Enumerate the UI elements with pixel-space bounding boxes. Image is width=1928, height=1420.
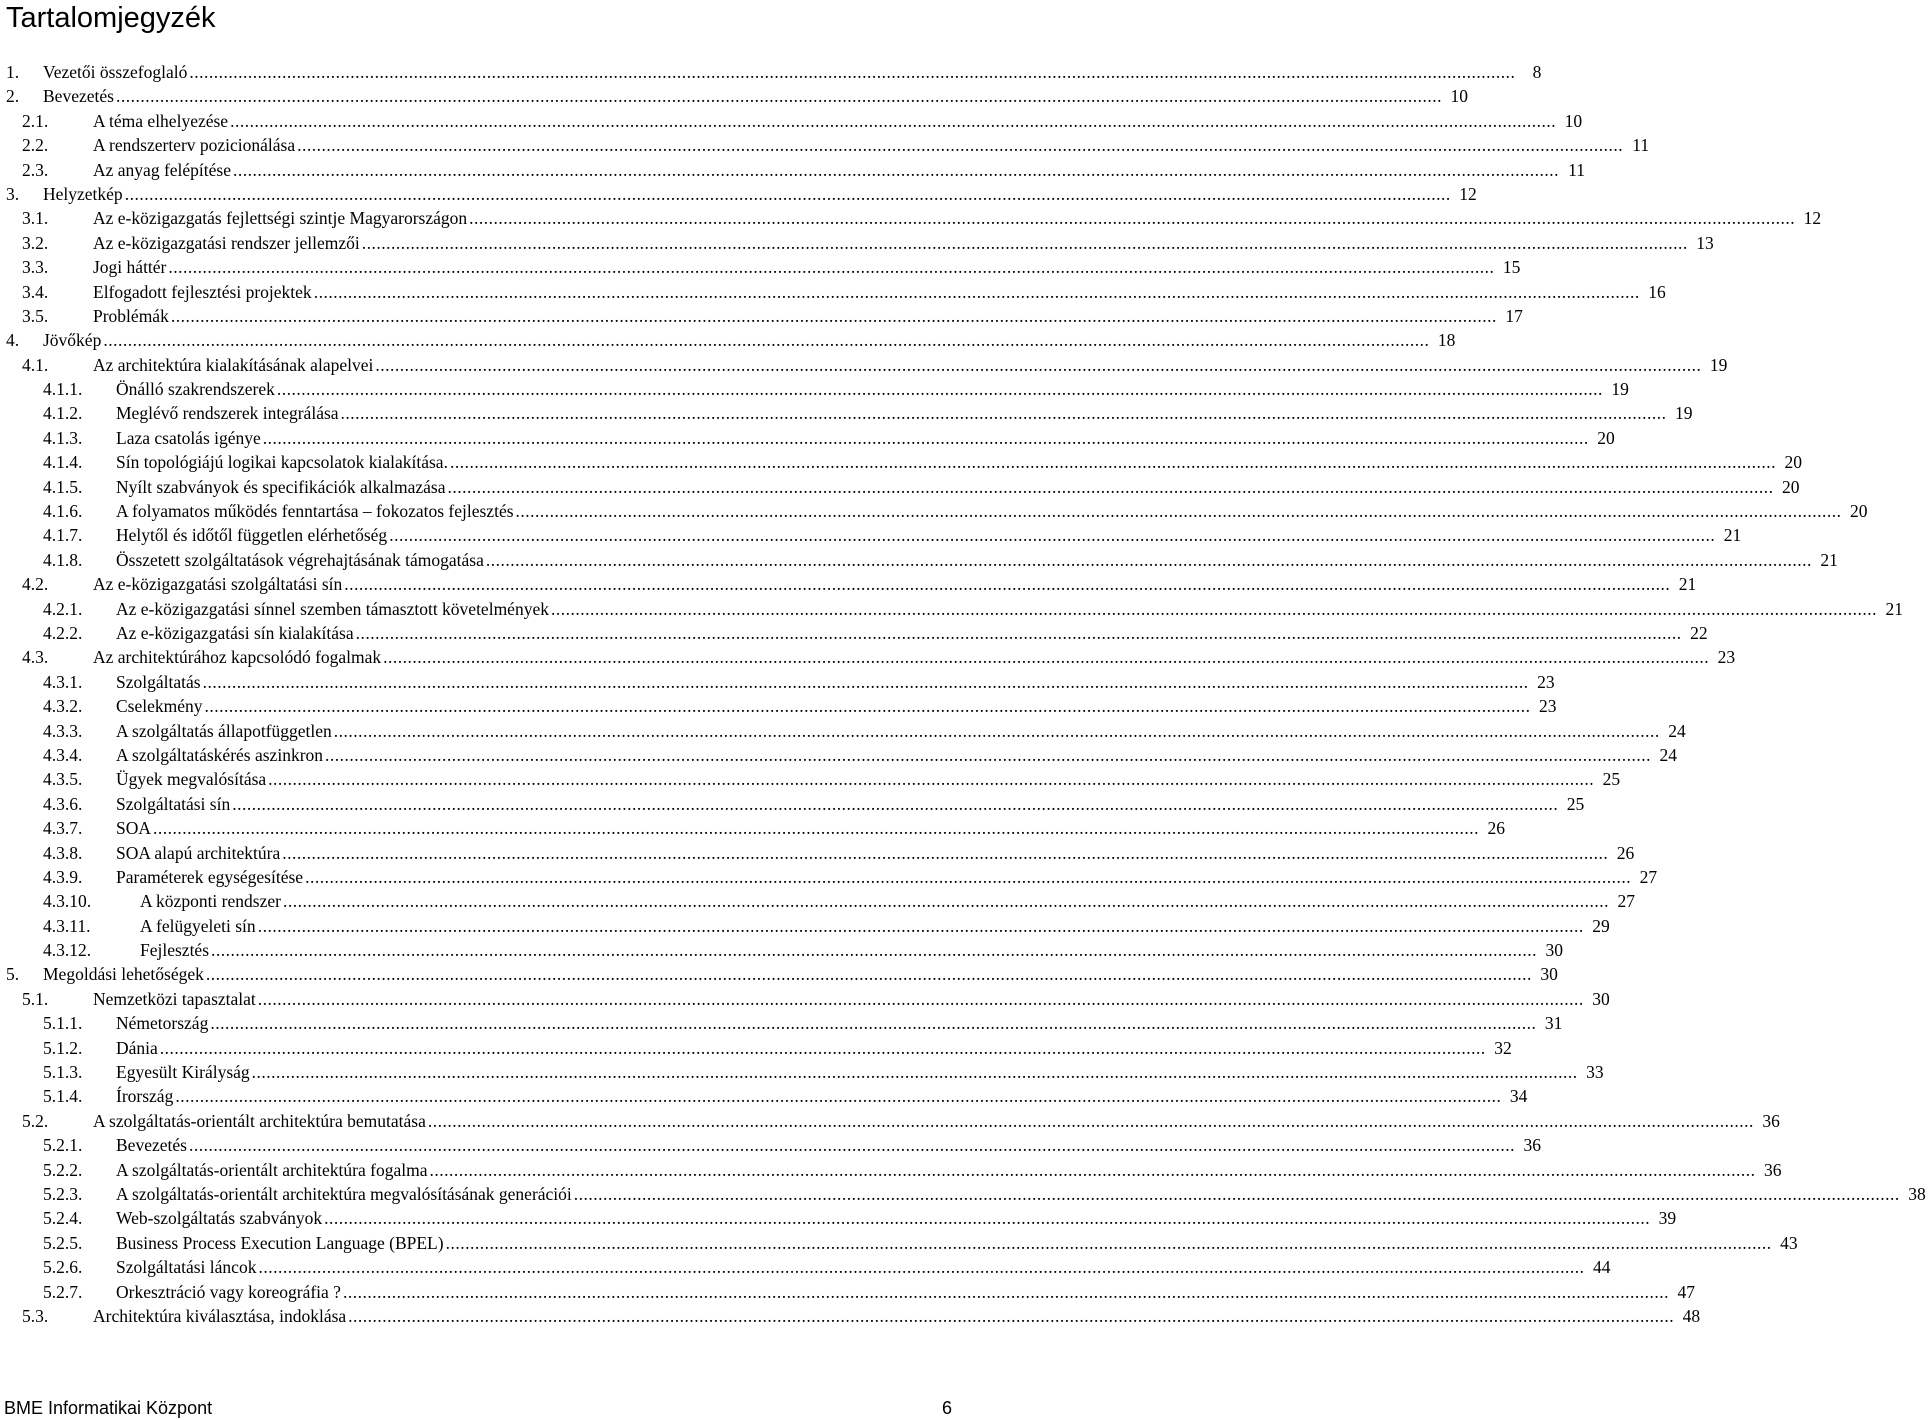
toc-entry[interactable] (0, 1109, 1780, 1133)
toc-entry[interactable] (0, 401, 1693, 425)
toc-dot-leader (116, 84, 1442, 108)
toc-dot-leader (324, 1206, 1650, 1230)
toc-entry-number: 4.3.4. (43, 744, 83, 765)
toc-entry-number: 4.3.8. (43, 842, 83, 863)
toc-entry-number: 4.2.2. (43, 622, 83, 643)
toc-entry-number: 5. (6, 964, 20, 985)
toc-dot-leader (125, 182, 1451, 206)
toc-entry-number: 3.3. (22, 257, 49, 278)
toc-dot-leader (447, 475, 1773, 499)
toc-entry-page: 27 (1639, 866, 1658, 887)
toc-entry[interactable] (0, 1206, 1677, 1230)
toc-entry-page: 25 (1602, 769, 1621, 790)
toc-dot-leader (168, 255, 1494, 279)
toc-entry-title: Helytől és időtől független elérhetőség (116, 525, 388, 546)
toc-entry[interactable] (0, 767, 1621, 791)
toc-dot-leader (325, 743, 1651, 767)
toc-entry-page: 30 (1545, 940, 1564, 961)
toc-entry-title: Az architektúrához kapcsolódó fogalmak (93, 647, 382, 668)
toc-dot-leader (343, 1280, 1669, 1304)
toc-entry-title: Önálló szakrendszerek (116, 379, 275, 400)
toc-entry-page: 16 (1648, 281, 1666, 302)
toc-entry-number: 5.1.1. (43, 1013, 83, 1034)
toc-entry-page: 22 (1690, 622, 1708, 643)
toc-entry-title: Web-szolgáltatás szabványok (116, 1208, 323, 1229)
toc-entry[interactable] (0, 1036, 1512, 1060)
toc-entry-number: 2.3. (22, 159, 49, 180)
toc-dot-leader (383, 645, 1709, 669)
toc-entry-title: Megoldási lehetőségek (43, 964, 204, 985)
toc-entry-title: Cselekmény (116, 696, 203, 717)
toc-entry[interactable] (0, 1060, 1604, 1084)
toc-entry-number: 4.3.3. (43, 720, 83, 741)
footer-organization: BME Informatikai Központ (4, 1398, 213, 1418)
toc-entry-title: Nyílt szabványok és specifikációk alkalmazása (116, 476, 446, 497)
toc-dot-leader (206, 962, 1532, 986)
table-of-contents (0, 60, 1926, 1328)
toc-entry-number: 4.3.2. (43, 696, 83, 717)
toc-entry-page: 20 (1850, 501, 1868, 522)
toc-entry-title: Elfogadott fejlesztési projektek (93, 281, 312, 302)
toc-entry-title: Egyesült Királyság (116, 1062, 250, 1083)
page-title: Tartalomjegyzék (6, 2, 216, 34)
toc-entry-page: 31 (1544, 1013, 1563, 1034)
toc-entry-title: A felügyeleti sín (140, 915, 256, 936)
toc-entry-number: 5.2.7. (43, 1281, 83, 1302)
toc-entry-title: Meglévő rendszerek integrálása (116, 403, 339, 424)
toc-entry-title: Bevezetés (116, 1135, 187, 1156)
toc-entry-number: 4.1.5. (43, 476, 83, 497)
toc-entry-page: 24 (1659, 744, 1678, 765)
toc-entry-title: Szolgáltatási láncok (116, 1257, 257, 1278)
toc-entry-title: Orkesztráció vagy koreográfia ? (116, 1281, 341, 1302)
toc-entry[interactable] (0, 719, 1686, 743)
toc-entry-number: 5.2. (22, 1110, 49, 1131)
toc-dot-leader (450, 450, 1776, 474)
toc-entry-number: 4.1.4. (43, 452, 83, 473)
toc-entry[interactable] (0, 499, 1868, 523)
toc-entry[interactable] (0, 158, 1585, 182)
toc-entry[interactable] (0, 84, 1468, 108)
toc-entry-page: 29 (1592, 915, 1610, 936)
toc-entry-title: Helyzetkép (43, 183, 123, 204)
toc-dot-leader (258, 987, 1584, 1011)
toc-entry[interactable] (0, 475, 1800, 499)
toc-entry-page: 26 (1616, 842, 1635, 863)
toc-entry-title: SOA alapú architektúra (116, 842, 281, 863)
toc-entry-number: 5.2.3. (43, 1183, 83, 1204)
toc-entry-page: 43 (1780, 1232, 1798, 1253)
toc-entry-number: 4.1.2. (43, 403, 83, 424)
toc-dot-leader (233, 158, 1559, 182)
toc-entry-title: A központi rendszer (140, 891, 281, 912)
toc-entry-page: 26 (1487, 818, 1506, 839)
toc-entry-page: 25 (1566, 793, 1585, 814)
toc-entry-number: 4.3.5. (43, 769, 83, 790)
toc-entry[interactable] (0, 1084, 1528, 1108)
toc-entry[interactable] (0, 328, 1456, 352)
toc-entry-number: 5.1.2. (43, 1037, 83, 1058)
toc-entry-title: Az e-közigazgatási sín kialakítása (116, 622, 354, 643)
toc-dot-leader (282, 841, 1608, 865)
toc-entry-number: 5.2.4. (43, 1208, 83, 1229)
toc-entry[interactable] (0, 426, 1615, 450)
toc-entry-number: 5.2.6. (43, 1257, 83, 1278)
toc-entry-number: 5.3. (22, 1305, 49, 1326)
toc-entry-title: Az architektúra kialakításának alapelvei (93, 354, 374, 375)
toc-dot-leader (189, 1133, 1515, 1157)
toc-entry-title: Az anyag felépítése (93, 159, 231, 180)
toc-entry[interactable] (0, 231, 1714, 255)
toc-entry[interactable] (0, 645, 1736, 669)
toc-entry-page: 47 (1677, 1281, 1695, 1302)
toc-entry-number: 4.2.1. (43, 598, 83, 619)
page-footer (4, 1396, 952, 1420)
toc-entry-title: Paraméterek egységesítése (116, 866, 304, 887)
toc-entry-page: 20 (1784, 452, 1802, 473)
toc-entry-title: Összetett szolgáltatások végrehajtásának támogatása (116, 549, 484, 570)
toc-entry-page: 23 (1717, 647, 1736, 668)
toc-entry-number: 4.1.8. (43, 549, 83, 570)
toc-entry-title: Fejlesztés (140, 940, 210, 961)
toc-entry[interactable] (0, 841, 1635, 865)
toc-entry-page: 19 (1611, 379, 1629, 400)
toc-entry-number: 4.1.6. (43, 501, 83, 522)
toc-entry-number: 3.2. (22, 232, 49, 253)
toc-entry-page: 36 (1523, 1135, 1541, 1156)
toc-entry[interactable] (0, 280, 1666, 304)
toc-entry-page: 10 (1564, 110, 1583, 131)
toc-entry-page: 23 (1539, 696, 1557, 717)
toc-entry-title: A szolgáltatás-orientált architektúra megvalósításának generációi (116, 1183, 572, 1204)
toc-entry-number: 4.3.7. (43, 818, 83, 839)
toc-dot-leader (486, 548, 1812, 572)
toc-entry-page: 36 (1762, 1110, 1780, 1131)
toc-dot-leader (574, 1182, 1900, 1206)
toc-dot-leader (211, 938, 1537, 962)
toc-entry[interactable] (0, 865, 1658, 889)
toc-entry-number: 4.3.11. (43, 915, 91, 936)
toc-entry-page: 38 (1908, 1183, 1926, 1204)
toc-entry-page: 21 (1885, 598, 1903, 619)
toc-entry-title: A szolgáltatáskérés aszinkron (116, 744, 324, 765)
toc-entry-page: 48 (1682, 1305, 1701, 1326)
toc-dot-leader (334, 719, 1660, 743)
toc-entry[interactable] (0, 1280, 1695, 1304)
toc-entry-page: 10 (1450, 86, 1468, 107)
toc-dot-leader (428, 1109, 1754, 1133)
toc-entry[interactable] (0, 1182, 1926, 1206)
toc-entry[interactable] (0, 1304, 1701, 1328)
toc-dot-leader (258, 914, 1584, 938)
toc-entry-number: 5.1.3. (43, 1062, 83, 1083)
toc-entry-title: Az e-közigazgatási szolgáltatási sín (93, 574, 343, 595)
toc-entry-number: 3.1. (22, 208, 49, 229)
toc-entry-page: 33 (1586, 1062, 1604, 1083)
toc-entry[interactable] (0, 962, 1558, 986)
toc-dot-leader (362, 231, 1688, 255)
toc-entry-page: 21 (1723, 525, 1742, 546)
toc-entry-title: A szolgáltatás állapotfüggetlen (116, 720, 332, 741)
toc-entry-title: Problémák (93, 305, 169, 326)
toc-entry-title: Írország (116, 1086, 174, 1107)
toc-entry-title: A szolgáltatás-orientált architektúra fogalma (116, 1159, 428, 1180)
toc-entry[interactable] (0, 621, 1708, 645)
toc-entry-title: A szolgáltatás-orientált architektúra bemutatása (93, 1110, 426, 1131)
toc-dot-leader (171, 304, 1497, 328)
toc-entry-page: 21 (1678, 574, 1697, 595)
toc-entry-title: Jogi háttér (93, 257, 167, 278)
toc-entry-number: 3.5. (22, 305, 49, 326)
toc-entry[interactable] (0, 450, 1802, 474)
toc-dot-leader (252, 1060, 1578, 1084)
toc-entry-number: 4.1. (22, 354, 49, 375)
toc-entry-number: 4.1.1. (43, 379, 83, 400)
toc-entry[interactable] (0, 353, 1728, 377)
toc-dot-leader (268, 767, 1594, 791)
toc-dot-leader (230, 109, 1556, 133)
toc-entry-number: 2. (6, 86, 20, 107)
toc-dot-leader (551, 597, 1877, 621)
toc-entry[interactable] (0, 1231, 1798, 1255)
toc-entry-page: 30 (1592, 988, 1610, 1009)
toc-entry-number: 4. (6, 330, 20, 351)
toc-entry-page: 15 (1502, 257, 1521, 278)
toc-entry-number: 5.1.4. (43, 1086, 83, 1107)
toc-entry-page: 19 (1675, 403, 1693, 424)
toc-entry[interactable] (0, 1158, 1782, 1182)
toc-entry-page: 21 (1820, 549, 1838, 570)
toc-entry-page: 30 (1540, 964, 1558, 985)
toc-entry-number: 4.3.1. (43, 671, 83, 692)
toc-entry-number: 2.2. (22, 135, 49, 156)
toc-entry-number: 5.2.2. (43, 1159, 83, 1180)
toc-dot-leader (277, 377, 1603, 401)
toc-entry[interactable] (0, 377, 1629, 401)
toc-entry[interactable] (0, 548, 1838, 572)
toc-entry-title: Az e-közigazgatás fejlettségi szintje Magyarországon (93, 208, 468, 229)
toc-entry-title: Ügyek megvalósítása (116, 769, 267, 790)
toc-dot-leader (153, 816, 1479, 840)
toc-dot-leader (175, 1084, 1501, 1108)
toc-entry-title: Az e-közigazgatási rendszer jellemzői (93, 232, 360, 253)
toc-entry-page: 24 (1668, 720, 1686, 741)
toc-entry-number: 4.1.7. (43, 525, 83, 546)
toc-entry[interactable] (0, 694, 1557, 718)
toc-dot-leader (258, 1255, 1584, 1279)
toc-entry-page: 23 (1537, 671, 1555, 692)
toc-entry-title: Szolgáltatási sín (116, 793, 231, 814)
toc-entry[interactable] (0, 792, 1585, 816)
toc-entry[interactable] (0, 206, 1822, 230)
toc-entry-page: 19 (1709, 354, 1728, 375)
toc-dot-leader (203, 670, 1529, 694)
toc-entry-page: 18 (1437, 330, 1456, 351)
toc-entry[interactable] (0, 938, 1564, 962)
toc-entry-number: 2.1. (22, 110, 49, 131)
toc-entry-number: 4.3.6. (43, 793, 83, 814)
toc-entry-page: 20 (1597, 427, 1615, 448)
toc-entry[interactable] (0, 743, 1678, 767)
toc-dot-leader (283, 889, 1609, 913)
toc-entry-title: Vezetői összefoglaló (43, 62, 188, 82)
toc-entry-title: A rendszerterv pozicionálása (93, 135, 296, 156)
toc-entry-title: Architektúra kiválasztása, indoklása (93, 1305, 347, 1326)
toc-dot-leader (205, 694, 1531, 718)
toc-entry[interactable] (0, 670, 1555, 694)
toc-entry-title: Laza csatolás igénye (116, 427, 261, 448)
toc-entry-title: A folyamatos működés fenntartása – fokozatos fejlesztés (116, 501, 514, 522)
toc-entry-number: 5.2.1. (43, 1135, 83, 1156)
toc-dot-leader (516, 499, 1842, 523)
toc-entry[interactable] (0, 1011, 1563, 1035)
toc-entry-page: 36 (1763, 1159, 1782, 1180)
toc-entry[interactable] (0, 109, 1583, 133)
toc-entry-page: 20 (1781, 476, 1800, 497)
toc-entry[interactable] (0, 1133, 1541, 1157)
toc-dot-leader (210, 1011, 1536, 1035)
toc-entry-number: 4.3.10. (43, 891, 92, 912)
toc-dot-leader (232, 792, 1558, 816)
toc-entry-page: 44 (1592, 1257, 1611, 1278)
toc-entry-number: 5.1. (22, 988, 49, 1009)
toc-entry[interactable] (0, 523, 1742, 547)
toc-entry-page: 8 (1532, 62, 1542, 82)
toc-entry[interactable] (0, 304, 1523, 328)
toc-entry-page: 17 (1505, 305, 1523, 326)
toc-dot-leader (375, 353, 1701, 377)
toc-dot-leader (469, 206, 1795, 230)
toc-entry[interactable] (0, 182, 1477, 206)
toc-dot-leader (314, 280, 1640, 304)
toc-entry-title: Az e-közigazgatási sínnel szemben támasztott követelmények (116, 598, 549, 619)
toc-entry-number: 4.3.9. (43, 866, 83, 887)
toc-entry-title: A téma elhelyezése (93, 110, 229, 131)
toc-dot-leader (356, 621, 1682, 645)
toc-entry-title: Németország (116, 1013, 209, 1034)
toc-entry-page: 39 (1658, 1208, 1677, 1229)
toc-entry-title: Szolgáltatás (116, 671, 201, 692)
toc-entry-number: 1. (6, 62, 20, 82)
footer-page-number: 6 (941, 1398, 952, 1418)
toc-entry-number: 3. (6, 183, 20, 204)
toc-dot-leader (446, 1231, 1772, 1255)
toc-dot-leader (341, 401, 1667, 425)
toc-entry-page: 11 (1632, 135, 1650, 156)
toc-entry[interactable] (0, 255, 1521, 279)
toc-entry-page: 12 (1459, 183, 1477, 204)
toc-entry-number: 4.3.12. (43, 940, 92, 961)
toc-entry-title: Sín topológiájú logikai kapcsolatok kialakítása. (116, 452, 448, 473)
toc-entry-title: SOA (116, 818, 152, 839)
toc-entry-number: 4.1.3. (43, 427, 83, 448)
toc-dot-leader (263, 426, 1589, 450)
toc-dot-leader (389, 523, 1715, 547)
toc-entry-number: 4.3. (22, 647, 49, 668)
toc-dot-leader (103, 328, 1429, 352)
toc-entry-number: 5.2.5. (43, 1232, 83, 1253)
toc-entry[interactable] (0, 816, 1506, 840)
toc-entry[interactable] (0, 889, 1635, 913)
toc-dot-leader (160, 1036, 1486, 1060)
toc-dot-leader (429, 1158, 1755, 1182)
toc-entry[interactable] (0, 572, 1697, 596)
toc-entry-page: 13 (1696, 232, 1714, 253)
toc-entry-title: Nemzetközi tapasztalat (93, 988, 256, 1009)
toc-entry[interactable] (0, 60, 1542, 84)
toc-entry-page: 27 (1617, 891, 1635, 912)
toc-entry[interactable] (0, 597, 1903, 621)
toc-entry-number: 3.4. (22, 281, 49, 302)
toc-entry-title: Business Process Execution Language (BPEL) (116, 1232, 444, 1253)
toc-entry-page: 12 (1803, 208, 1822, 229)
toc-dot-leader (344, 572, 1670, 596)
toc-entry[interactable] (0, 1255, 1611, 1279)
toc-entry[interactable] (0, 133, 1650, 157)
toc-dot-leader (305, 865, 1631, 889)
toc-entry-page: 34 (1509, 1086, 1528, 1107)
toc-dot-leader (297, 133, 1623, 157)
toc-entry-number: 4.2. (22, 574, 49, 595)
toc-entry-title: Bevezetés (43, 86, 114, 107)
toc-entry-title: Dánia (116, 1037, 158, 1058)
toc-entry-page: 32 (1494, 1037, 1512, 1058)
toc-entry-title: Jövőkép (43, 330, 102, 351)
toc-entry[interactable] (0, 914, 1610, 938)
toc-dot-leader (348, 1304, 1674, 1328)
toc-dot-leader (189, 60, 1515, 84)
toc-entry[interactable] (0, 987, 1610, 1011)
toc-entry-page: 11 (1568, 159, 1585, 180)
